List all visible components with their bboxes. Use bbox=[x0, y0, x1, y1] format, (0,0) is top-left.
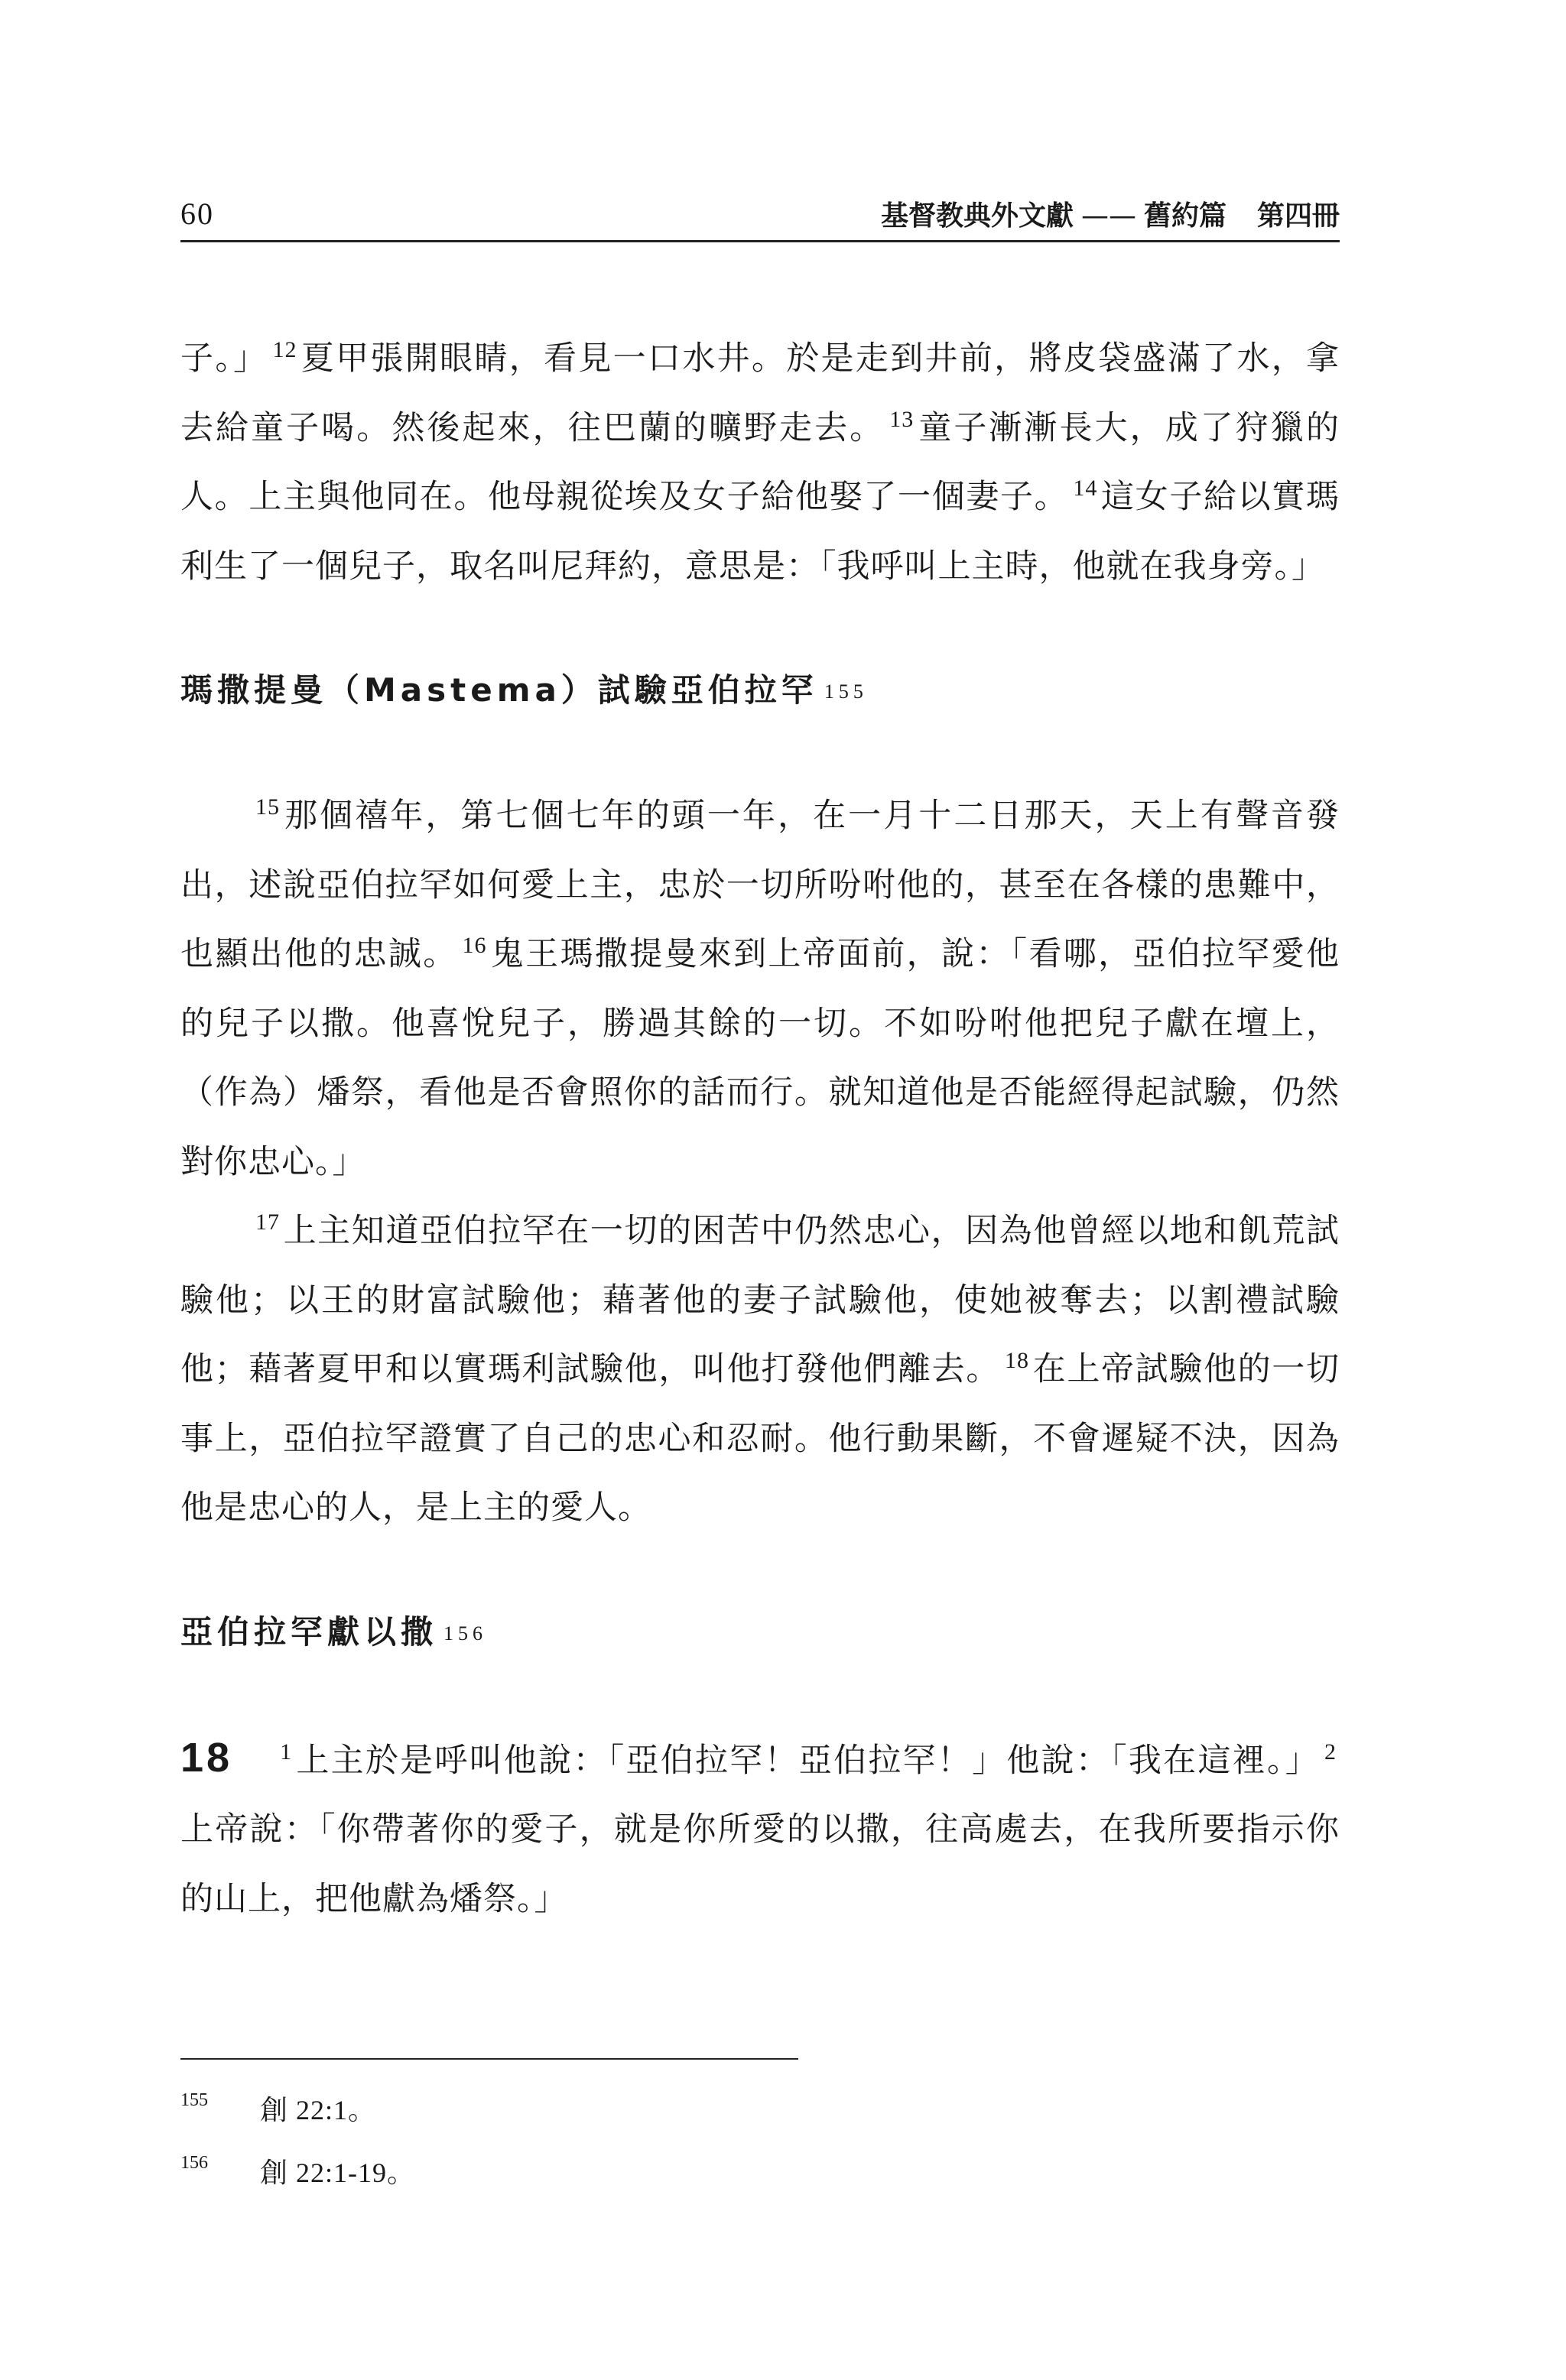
page-body bbox=[180, 324, 1340, 1934]
verse-number: 1 bbox=[280, 1739, 293, 1765]
verse-number: 16 bbox=[462, 933, 487, 958]
footnotes bbox=[180, 2076, 415, 2202]
title-separator: —— bbox=[1080, 200, 1136, 232]
footnote-ref[interactable]: 155 bbox=[824, 680, 868, 703]
verse-number: 18 bbox=[1005, 1348, 1029, 1373]
verse-number: 14 bbox=[1073, 476, 1098, 501]
paragraph-3 bbox=[180, 1196, 1340, 1543]
section-heading bbox=[180, 656, 1340, 725]
verse-text: 上帝說：「你帶著你的愛子，就是你所愛的以撒，往高處去，在我所要指示你的山上，把他獻為燔祭。」 bbox=[180, 1810, 1340, 1918]
paragraph-2 bbox=[180, 781, 1340, 1196]
volume-label: 第四冊 bbox=[1256, 200, 1340, 232]
paragraph-1 bbox=[180, 324, 1340, 601]
footnote-text: 創 22:1。 bbox=[260, 2094, 377, 2125]
footnote-ref[interactable]: 156 bbox=[443, 1622, 488, 1645]
verse-text: 那個禧年，第七個七年的頭一年，在一月十二日那天，天上有聲音發出，述說亞伯拉罕如何愛上主，忠於一切所吩咐他的，甚至在各樣的患難中，也顯出他的忠誠。 bbox=[180, 797, 1340, 973]
verse-text: 上主於是呼叫他說：「亞伯拉罕！亞伯拉罕！」他說：「我在這裡。」 bbox=[295, 1741, 1320, 1780]
footnote-text: 創 22:1-19。 bbox=[260, 2157, 415, 2188]
verse-text: 鬼王瑪撒提曼來到上帝面前，說：「看哪，亞伯拉罕愛他的兒子以撒。他喜悅兒子，勝過其餘的一切。不如吩咐他把兒子獻在壇上，（作為）燔祭，看他是否會照你的話而行。就知道他是否能經得起試驗，仍然對你忠心。」 bbox=[180, 935, 1340, 1181]
chapter-number: 18 bbox=[180, 1734, 233, 1781]
verse-text: 這女子給以實瑪利生了一個兒子，取名叫尼拜約，意思是：「我呼叫上主時，他就在我身旁。」 bbox=[180, 478, 1340, 586]
verse-number: 2 bbox=[1324, 1739, 1337, 1765]
footnote-number: 155 bbox=[180, 2089, 208, 2110]
section-heading-text: 瑪撒提曼（Mastema）試驗亞伯拉罕 bbox=[180, 671, 818, 709]
footnote bbox=[180, 2139, 415, 2202]
verse-number: 17 bbox=[255, 1209, 280, 1235]
text-continuation: 子。」 bbox=[180, 339, 268, 378]
verse-text: 在上帝試驗他的一切事上，亞伯拉罕證實了自己的忠心和忍耐。他行動果斷，不會遲疑不決，因為他是忠心的人，是上主的愛人。 bbox=[180, 1350, 1340, 1527]
section-title: 舊約篇 bbox=[1143, 200, 1226, 232]
section-heading bbox=[180, 1598, 1340, 1667]
verse-number: 13 bbox=[889, 406, 915, 432]
verse-text: 夏甲張開眼睛，看見一口水井。於是走到井前，將皮袋盛滿了水，拿去給童子喝。然後起來，往巴蘭的曠野走去。 bbox=[180, 339, 1340, 447]
header-rule bbox=[180, 240, 1340, 242]
footnote bbox=[180, 2076, 415, 2139]
page-number: 60 bbox=[180, 196, 214, 231]
verse-number: 12 bbox=[272, 337, 297, 362]
verse-text: 童子漸漸長大，成了狩獵的人。上主與他同在。他母親從埃及女子給他娶了一個妻子。 bbox=[180, 408, 1340, 516]
verse-number: 15 bbox=[255, 794, 280, 820]
running-head bbox=[881, 194, 1340, 233]
section-heading-text: 亞伯拉罕獻以撒 bbox=[180, 1612, 438, 1651]
footnote-number: 156 bbox=[180, 2152, 208, 2173]
footnote-rule bbox=[180, 2058, 798, 2060]
book-title: 基督教典外文獻 bbox=[880, 200, 1074, 232]
verse-text: 上主知道亞伯拉罕在一切的困苦中仍然忠心，因為他曾經以地和飢荒試驗他；以王的財富試驗他；藉著他的妻子試驗他，使她被奪去；以割禮試驗他；藉著夏甲和以實瑪利試驗他，叫他打發他們離去。 bbox=[180, 1212, 1340, 1388]
paragraph-4 bbox=[180, 1723, 1340, 1934]
